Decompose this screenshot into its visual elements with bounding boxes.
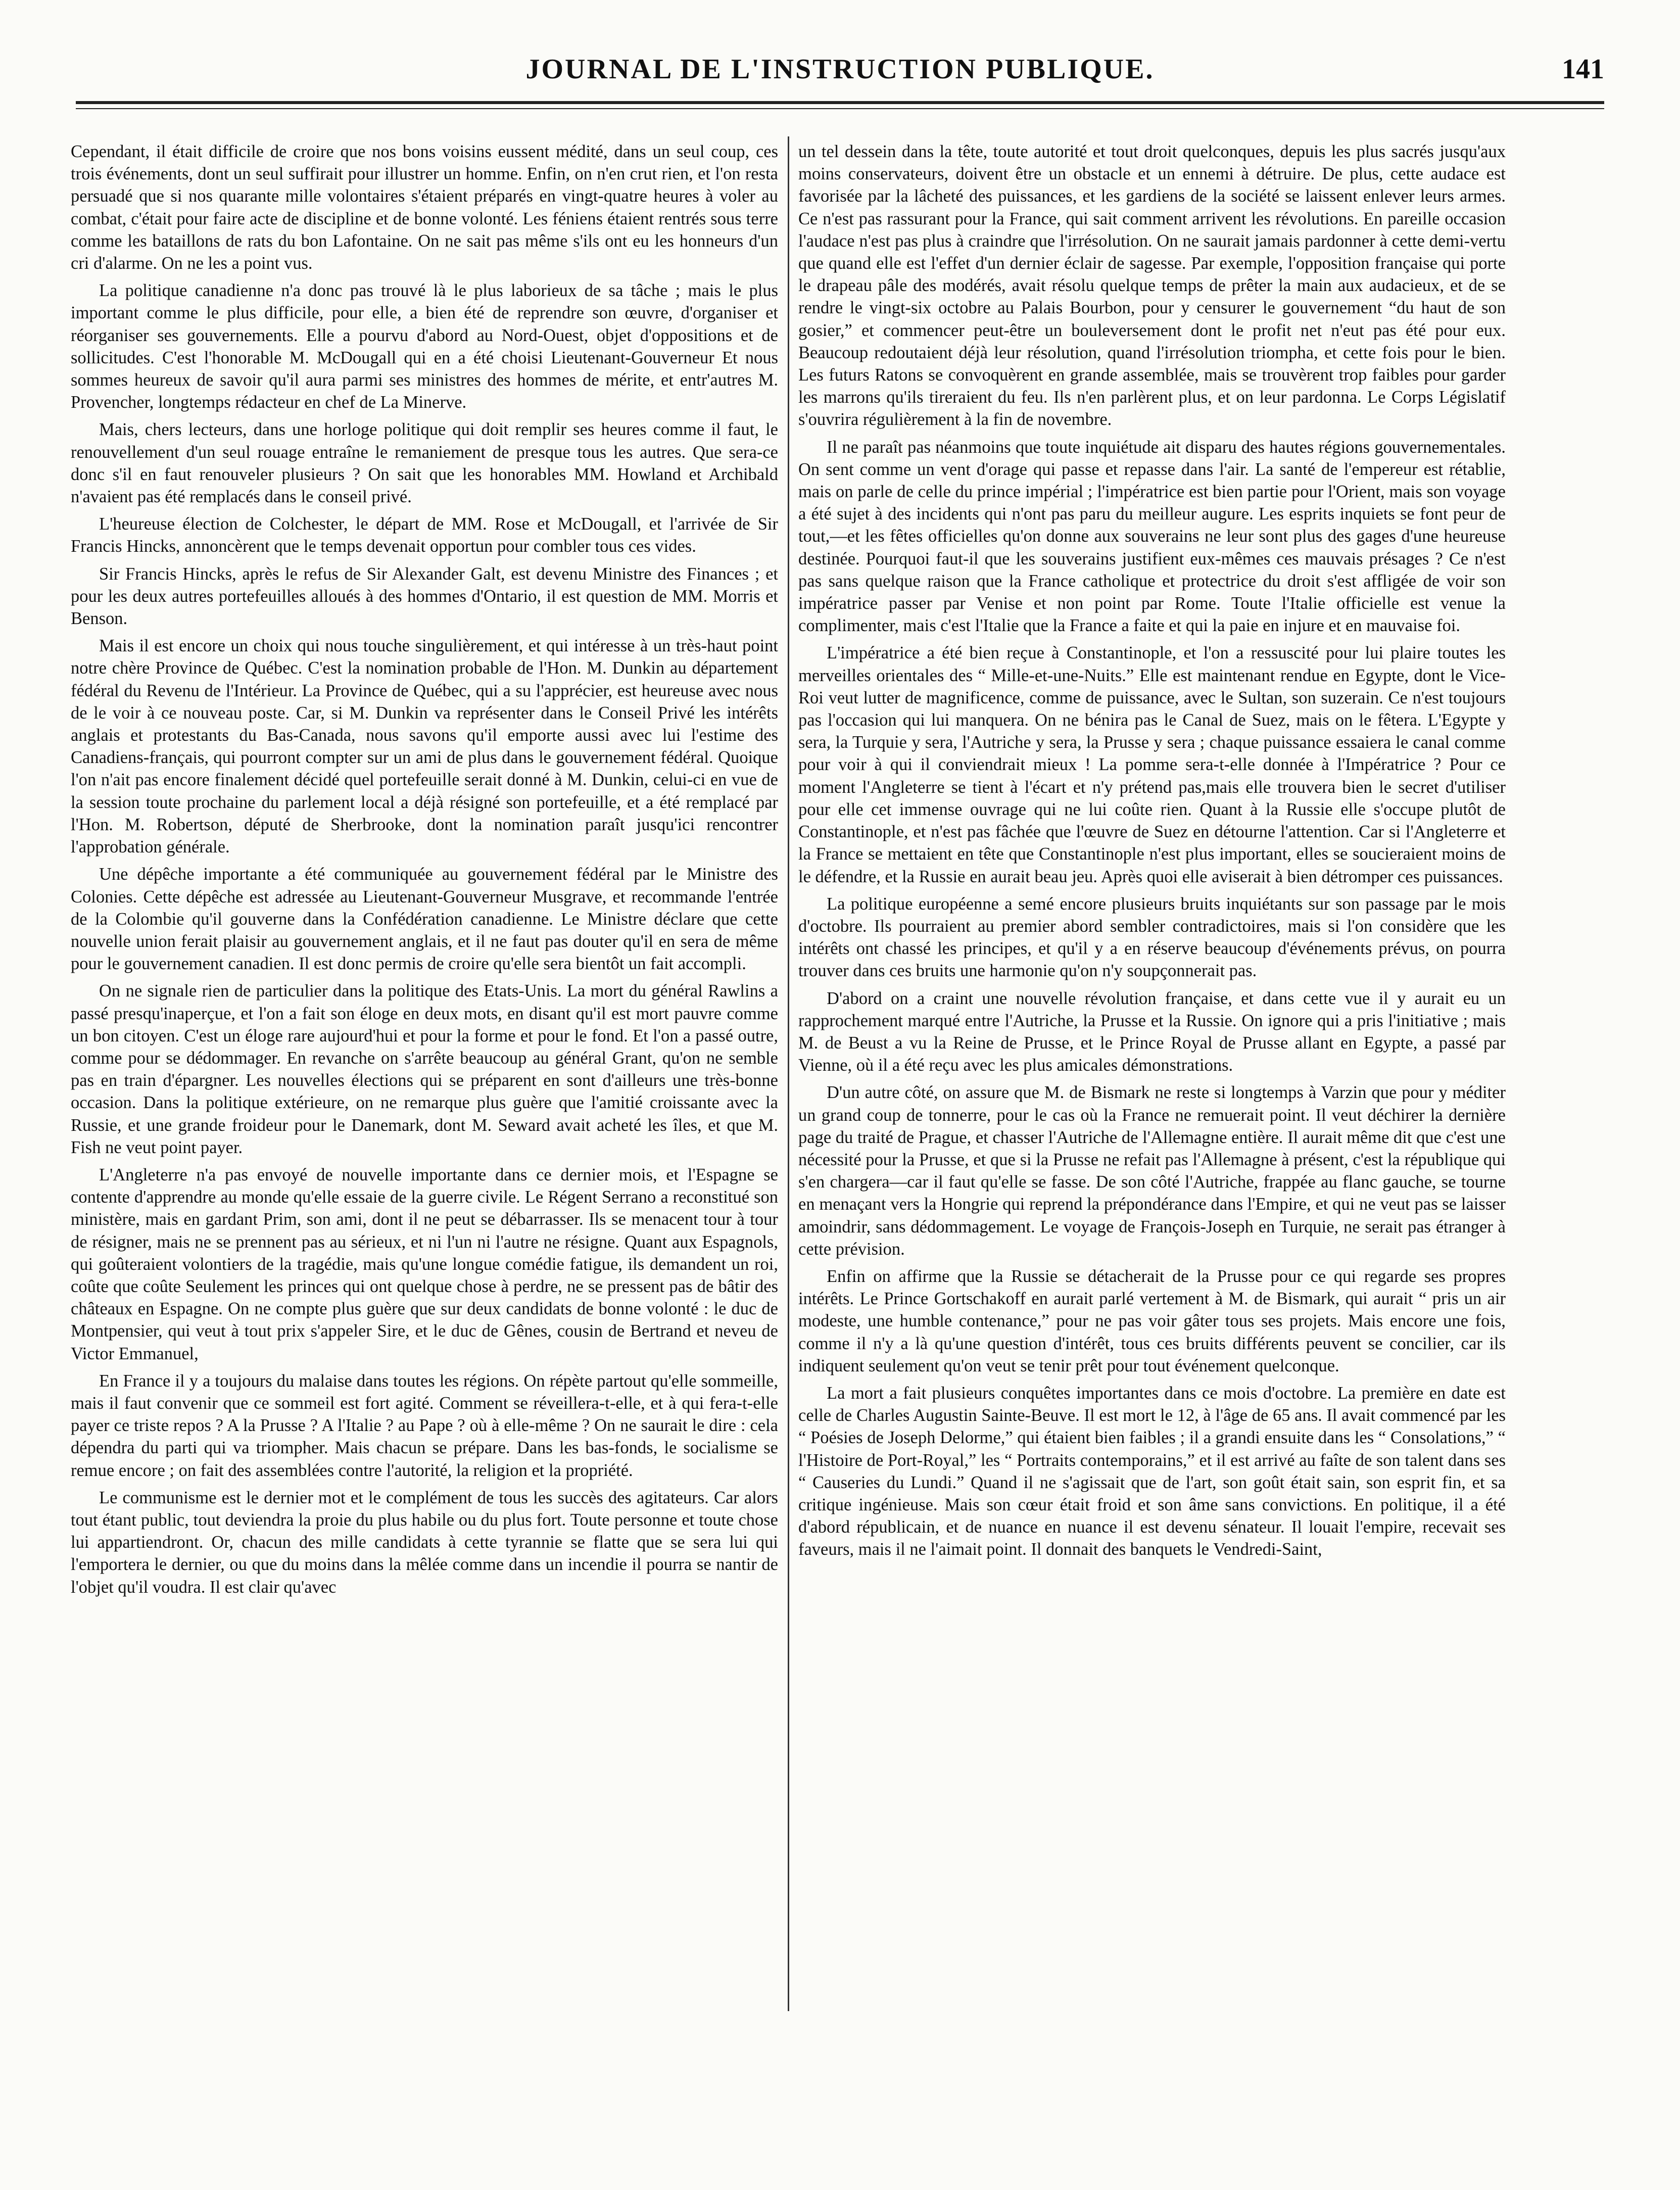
paragraph: Mais il est encore un choix qui nous touche singulièrement, et qui intéresse à un très-haut point notre chère Province de Québec. C'est la nomination probable de l'Hon. M. Dunkin au département fédéral du Revenu de l'Intérieur. La Province de Québec, qui a su l'apprécier, est heureuse avec nous de le voir à ce nouveau poste. Car, si M. Dunkin va représenter dans le Conseil Privé les intérêts anglais et protestants du Bas-Canada, nous savons qu'il emporte aussi avec lui l'estime des Canadiens-français, qui pourront compter sur un ami de plus dans le gouvernement fédéral. Quoique l'on n'ait pas encore finalement décidé quel portefeuille serait donné à M. Dunkin, celui-ci en vue de la session toute prochaine du parlement local a déjà résigné son portefeuille, et a été remplacé par l'Hon. M. Robertson, député de Sherbrooke, dont la nomination paraît jusqu'ici rencontrer l'approbation générale. (71, 636, 778, 857)
page-number: 141 (1562, 54, 1604, 85)
header-rule-thin (76, 108, 1604, 109)
paragraph: Il ne paraît pas néanmoins que toute inquiétude ait disparu des hautes régions gouvernementales. On sent comme un vent d'orage qui passe et repasse dans l'air. La santé de l'empereur est rétablie, mais on parle de celle du prince impérial ; l'impératrice est bien partie pour l'Orient, mais son voyage a été sujet à des incidents qui n'ont pas paru du meilleur augure. Les esprits inquiets se font peur de tout,—et les fêtes officielles qu'on donne aux souverains ne leur sont plus des gages d'une heureuse destinée. Pourquoi faut-il que les souverains justifient eux-mêmes ces mauvais présages ? Ce n'est pas sans quelque raison que la France catholique et protectrice du droit s'est affligée de voir son impératrice passer par Venise et non point par Rome. Toute l'Italie officielle est venue la complimenter, mais c'est l'Italie que la France a faite et qui la paie en injure et en mauvaise foi. (798, 437, 1506, 636)
paragraph: Le communisme est le dernier mot et le complément de tous les succès des agitateurs. Car alors tout étant public, tout deviendra la proie du plus habile ou du plus fort. Toute personne et toute chose lui appartiendront. Or, chacun des mille candidats à cette tyrannie se flatte que se sera lui qui l'emportera le dernier, ou que du moins dans la mêlée comme dans un incendie il pourra se nantir de l'objet qu'il voudra. Il est clair qu'avec (71, 1488, 778, 1597)
paragraph: Cependant, il était difficile de croire que nos bons voisins eussent médité, dans un seul coup, ces trois événements, dont un seul suffirait pour illustrer un homme. Enfin, on n'en crut rien, et l'on resta persuadé que si nos quarante mille volontaires s'étaient préparés en vingt-quatre heures à voler au combat, c'était pour faire acte de discipline et de bonne volonté. Les féniens étaient rentrés sous terre comme les bataillons de rats du bon Lafontaine. On ne sait pas même s'ils ont eu les honneurs d'un cri d'alarme. On ne les a point vus. (71, 142, 778, 273)
paragraph: L'heureuse élection de Colchester, le départ de MM. Rose et McDougall, et l'arrivée de Sir Francis Hincks, annoncèrent que le temps devenait opportun pour combler tous ces vides. (71, 514, 778, 556)
paragraph: D'abord on a craint une nouvelle révolution française, et dans cette vue il y aurait eu un rapprochement marqué entre l'Autriche, la Prusse et la Russie. On ignore qui a pris l'initiative ; mais M. de Beust a vu la Reine de Prusse, et le Prince Royal de Prusse allant en Egypte, a passé par Vienne, où il a été reçu avec les plus amicales démonstrations. (798, 988, 1506, 1075)
paragraph: On ne signale rien de particulier dans la politique des Etats-Unis. La mort du général Rawlins a passé presqu'inaperçue, et l'on a fait son éloge en deux mots, en disant qu'il est mort pauvre comme un bon citoyen. C'est un éloge rare aujourd'hui et pour la forme et pour le fond. Et l'on a passé outre, comme pour se dédommager. En revanche on s'arrête beaucoup au général Grant, qu'on ne semble pas en train d'épargner. Les nouvelles élections qui se préparent en sont d'ailleurs une très-bonne occasion. Dans la politique extérieure, on ne remarque plus guère que l'amitié croissante avec la Russie, et une grande froideur pour le Danemark, dont M. Seward avait acheté les îles, et que M. Fish ne veut point payer. (71, 981, 778, 1157)
paragraph: La mort a fait plusieurs conquêtes importantes dans ce mois d'octobre. La première en date est celle de Charles Augustin Sainte-Beuve. Il est mort le 12, à l'âge de 65 ans. Il avait commencé par les “ Poésies de Joseph Delorme,” qui étaient bien faibles ; il a grandi ensuite dans les “ Consolations,” “ l'Histoire de Port-Royal,” les “ Portraits contemporains,” et il est arrivé au faîte de son talent dans ses “ Causeries du Lundi.” Quand il ne s'agissait que de l'art, son goût était sain, son esprit fin, et sa critique ingénieuse. Mais son cœur était froid et son âme sans convictions. En politique, il a été d'abord républicain, et de nuance en nuance il est devenu sénateur. Il louait l'empire, recevait ses faveurs, mais il ne l'aimait point. Il donnait des banquets le Vendredi-Saint, (798, 1383, 1506, 1559)
left-column (71, 140, 778, 2010)
paragraph: La politique canadienne n'a donc pas trouvé là le plus laborieux de sa tâche ; mais le plus important comme le plus difficile, pour elle, a bien été de reprendre son œuvre, d'organiser et réorganiser ses gouvernements. Elle a pourvu d'abord au Nord-Ouest, objet d'oppositions et de sollicitudes. C'est l'honorable M. McDougall qui en a été choisi Lieutenant-Gouverneur Et nous sommes heureux de savoir qu'il aura parmi ses ministres des hommes de mérite, et entr'autres M. Provencher, longtemps rédacteur en chef de La Minerve. (71, 281, 778, 412)
paragraph: D'un autre côté, on assure que M. de Bismark ne reste si longtemps à Varzin que pour y méditer un grand coup de tonnerre, pour le cas où la France ne remuerait point. Il veut déchirer la dernière page du traité de Prague, et chasser l'Autriche de l'Allemagne entière. Il aurait même dit que c'est une nécessité pour la Prusse, et que si la Prusse ne refait pas l'Allemagne à présent, c'est la république qui s'en chargera—car il faut qu'elle se fasse. De son côté l'Autriche, frappée au flanc gauche, se tourne en menaçant vers la Hongrie qui reprend la prépondérance dans l'Empire, et qui ne veut pas se laisser amoindrir, sans dédommagement. Le voyage de François-Joseph en Turquie, ne serait pas étranger à cette prévision. (798, 1083, 1506, 1259)
page-header (76, 48, 1604, 93)
paragraph: L'impératrice a été bien reçue à Constantinople, et l'on a ressuscité pour lui plaire toutes les merveilles orientales des “ Mille-et-une-Nuits.” Elle est maintenant rendue en Egypte, dont le Vice-Roi veut lutter de magnificence, comme de puissance, avec le Sultan, son suzerain. Ce n'est toujours pas l'occasion qui lui manquera. On ne bénira pas le Canal de Suez, mais on le fêtera. L'Egypte y sera, la Turquie y sera, l'Autriche y sera, la Prusse y sera ; chaque puissance essaiera le canal comme pour voir à qui il conviendrait mieux ! La pomme sera-t-elle donnée à l'Impératrice ? Pour ce moment l'Angleterre se tient à l'écart et n'y prétend pas,mais elle trouvera bien le secret d'utiliser pour elle cet immense ouvrage qui ne lui coûte rien. Quant à la Russie elle s'occupe plutôt de Constantinople, et n'est pas fâchée que l'œuvre de Suez en détourne l'attention. Car si l'Angleterre et la France se mettaient en tête que Constantinople n'est plus important, elles se soucieraient moins de le défendre, et la Russie en aurait beau jeu. Après quoi elle aviserait à bien détromper ces puissances. (798, 643, 1506, 886)
header-rule-thick (76, 101, 1604, 104)
paragraph: En France il y a toujours du malaise dans toutes les régions. On répète partout qu'elle sommeille, mais il faut convenir que ce sommeil est fort agité. Comment se réveillera-t-elle, et à qui fera-t-elle payer ce triste repos ? A la Prusse ? A l'Italie ? au Pape ? où à elle-même ? On ne saurait le dire : cela dépendra du parti qui va triompher. Mais chacun se prépare. Dans les bas-fonds, le socialisme se remue encore ; on fait des assemblées contre l'autorité, la religion et la propriété. (71, 1371, 778, 1480)
running-title: JOURNAL DE L'INSTRUCTION PUBLIQUE. (525, 54, 1155, 85)
paragraph: Mais, chers lecteurs, dans une horloge politique qui doit remplir ses heures comme il faut, le renouvellement d'un seul rouage entraîne le remaniement de presque tous les autres. Que sera-ce donc s'il en faut renouveler plusieurs ? On sait que les honorables MM. Howland et Archibald n'avaient pas été remplacés dans le conseil privé. (71, 420, 778, 507)
paragraph: Une dépêche importante a été communiquée au gouvernement fédéral par le Ministre des Colonies. Cette dépêche est adressée au Lieutenant-Gouverneur Musgrave, et recommande l'entrée de la Colombie qu'il gouverne dans la Confédération canadienne. Le Ministre déclare que cette nouvelle union ferait plaisir au gouvernement anglais, et il ne faut pas douter qu'il en sera de même pour le gouvernement canadien. Il est donc permis de croire qu'elle sera bientôt un fait accompli. (71, 865, 778, 974)
paragraph: L'Angleterre n'a pas envoyé de nouvelle importante dans ce dernier mois, et l'Espagne se contente d'apprendre au monde qu'elle essaie de la guerre civile. Le Régent Serrano a reconstitué son ministère, mais en gardant Prim, son ami, dont il ne peut se débarrasser. Ils se menacent tour à tour de résigner, mais ne se prennent pas au sérieux, et ni l'un ni l'autre ne résigne. Quant aux Espagnols, qui goûteraient volontiers de la tragédie, mais qu'une longue comédie fatigue, ils demandent un roi, coûte que coûte Seulement les princes qui ont quelque chose à perdre, ne se pressent pas de bâtir des châteaux en Espagne. On ne compte plus guère que sur deux candidats de bonne volonté : le duc de Montpensier, qui veut à tout prix s'appeler Sire, et le duc de Gênes, cousin de Bertrand et neveu de Victor Emmanuel, (71, 1165, 778, 1363)
paragraph: Enfin on affirme que la Russie se détacherait de la Prusse pour ce qui regarde ses propres intérêts. Le Prince Gortschakoff en aurait parlé vertement à M. de Bismark, qui aurait “ pris un air modeste, une humble contenance,” pour ne pas voir gâter tous ses projets. Mais encore une fois, comme il n'y a là qu'une question d'intérêt, tous ces bruits différents peuvent se concilier, car ils indiquent seulement qu'on veut se tenir prêt pour tout événement quelconque. (798, 1266, 1506, 1375)
paragraph: un tel dessein dans la tête, toute autorité et tout droit quelconques, depuis les plus sacrés jusqu'aux moins conservateurs, doivent être un obstacle et un ennemi à détruire. De plus, cette audace est favorisée par la lâcheté des puissances, et les gardiens de la société se laissent enlever leurs armes. Ce n'est pas rassurant pour la France, qui sait comment arrivent les révolutions. En pareille occasion l'audace n'est pas plus à craindre que l'irrésolution. On ne saurait jamais pardonner à cette demi-vertu que quand elle est l'effet d'un dernier éclair de sagesse. Par exemple, l'opposition française qui porte le drapeau pâle des modérés, avait résolu quelque temps de prêter la main aux audacieux, et de se rendre le vingt-six octobre au Palais Bourbon, pour y censurer le gouvernement “du haut de son gosier,” et commencer peut-être un bouleversement dont le profit net n'eut pas été pour eux. Beaucoup redoutaient déjà leur résolution, quand l'irrésolution triompha, et cette fois pour le bien. Les futurs Ratons se convoquèrent en grande assemblée, mais se trouvèrent trop faibles pour garder les marrons qu'ils tireraient du feu. Ils n'en parlèrent plus, et on leur pardonna. Le Corps Législatif s'ouvrira régulièrement à la fin de novembre. (798, 142, 1506, 430)
column-divider (788, 136, 789, 2011)
paragraph: Sir Francis Hincks, après le refus de Sir Alexander Galt, est devenu Ministre des Finances ; et pour les deux autres portefeuilles alloués à des hommes d'Ontario, il est question de MM. Morris et Benson. (71, 564, 778, 629)
right-column (798, 140, 1506, 2010)
paragraph: La politique européenne a semé encore plusieurs bruits inquiétants sur son passage par le mois d'octobre. Ils pourraient au premier abord sembler contradictoires, mais si l'on considère que les intérêts ont chassé les principes, et qu'il y a en réserve beaucoup d'événements prévus, on pourra trouver dans ces bruits une harmonie qu'on n'y soupçonnerait pas. (798, 894, 1506, 981)
